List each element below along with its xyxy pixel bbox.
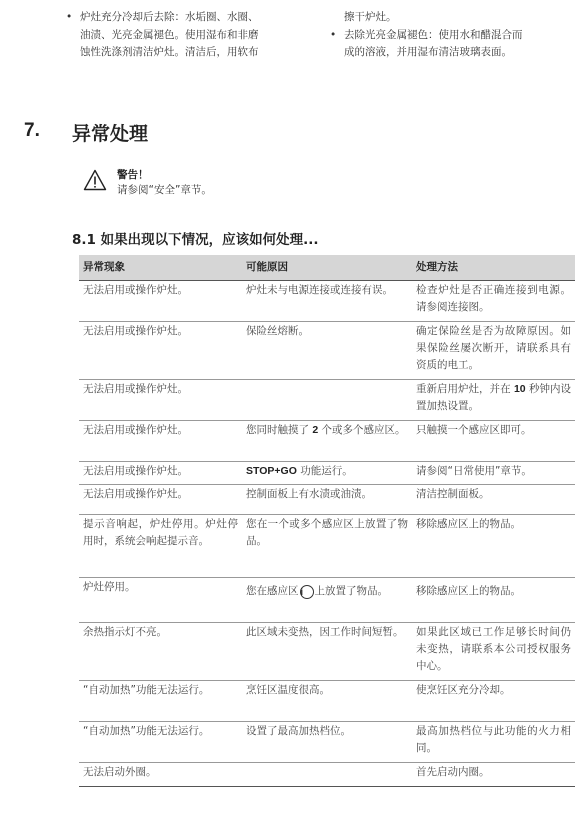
- cell-solution: 如果此区域已工作足够长时间仍未变热，请联系本公司授权服务中心。: [412, 623, 575, 681]
- subsection-title: 8.1 如果出现以下情况，应该如何处理...: [72, 232, 319, 248]
- warning-triangle-icon: [83, 169, 107, 191]
- cell-solution: 只触摸一个感应区即可。: [412, 421, 575, 462]
- cell-symptom: 提示音响起，炉灶停用。炉灶停用时，系统会响起提示音。: [79, 515, 242, 578]
- table-header-row: [79, 255, 575, 281]
- cell-symptom: 无法启动外圈。: [79, 763, 242, 787]
- column-header-symptom: 异常现象: [79, 255, 242, 281]
- warning-text: 请参阅“安全”章节。: [117, 184, 212, 196]
- cell-symptom: “自动加热”功能无法运行。: [79, 722, 242, 763]
- bullet-icon: •: [66, 11, 73, 23]
- table-row: [79, 623, 575, 681]
- cell-solution: 检查炉灶是否正确连接到电源。请参阅连接图。: [412, 281, 575, 322]
- cell-cause: 您同时触摸了 2 个或多个感应区。: [242, 421, 412, 462]
- column-header-cause: 可能原因: [242, 255, 412, 281]
- cell-symptom: “自动加热”功能无法运行。: [79, 681, 242, 722]
- cell-solution: 重新启用炉灶，并在 10 秒钟内设置加热设置。: [412, 380, 575, 421]
- cell-cause: [242, 380, 412, 421]
- cooking-zone-indicator-icon: i: [300, 585, 314, 599]
- table-row: [79, 421, 575, 462]
- table-row: [79, 281, 575, 322]
- warning-title: 警告！: [117, 169, 149, 181]
- cell-symptom: 无法启用或操作炉灶。: [79, 421, 242, 462]
- cell-solution: 最高加热档位与此功能的火力相同。: [412, 722, 575, 763]
- cell-cause: 您在感应区 i 上放置了物品。: [242, 578, 412, 623]
- section-title: 异常处理: [72, 123, 149, 145]
- cell-symptom: 无法启用或操作炉灶。: [79, 485, 242, 515]
- list-item: • 炉灶充分冷却后去除：水垢圈、水圈、 油渍、光亮金属褪色。使用湿布和非磨 蚀性洗涤剂清洁炉灶。清洁后，用软布: [66, 11, 259, 58]
- cell-cause: 控制面板上有水渍或油渍。: [242, 485, 412, 515]
- cell-solution: 移除感应区上的物品。: [412, 578, 575, 623]
- bullet-icon: •: [330, 28, 337, 41]
- left-column-text: [64, 9, 322, 62]
- cell-symptom: 无法启用或操作炉灶。: [79, 380, 242, 421]
- section-number: 7.: [24, 120, 40, 141]
- cell-symptom: 炉灶停用。: [79, 578, 242, 623]
- cell-cause: [242, 763, 412, 787]
- troubleshooting-table: [79, 255, 575, 787]
- cell-solution: 确定保险丝是否为故障原因。如果保险丝屡次断开，请联系具有资质的电工。: [412, 322, 575, 380]
- table-row: [79, 380, 575, 421]
- cell-cause: 您在一个或多个感应区上放置了物品。: [242, 515, 412, 578]
- column-header-solution: 处理方法: [412, 255, 575, 281]
- cell-symptom: 余热指示灯不亮。: [79, 623, 242, 681]
- cell-symptom: 无法启用或操作炉灶。: [79, 462, 242, 485]
- cell-cause: 炉灶未与电源连接或连接有误。: [242, 281, 412, 322]
- cell-cause: STOP+GO 功能运行。: [242, 462, 412, 485]
- cell-cause: 此区域未变热，因工作时间短暂。: [242, 623, 412, 681]
- cell-symptom: 无法启用或操作炉灶。: [79, 281, 242, 322]
- cell-solution: 移除感应区上的物品。: [412, 515, 575, 578]
- table-row: [79, 681, 575, 722]
- cell-solution: 请参阅“日常使用”章节。: [412, 462, 575, 485]
- table-row: [79, 485, 575, 515]
- table-row: [79, 322, 575, 380]
- table-row: [79, 462, 575, 485]
- right-column-text: 擦干炉灶。 • 去除光亮金属褪色：使用水和醋混合而 成的溶液，并用湿布清洁玻璃表面。: [328, 9, 578, 62]
- cell-cause: 保险丝熔断。: [242, 322, 412, 380]
- cell-cause: 烹饪区温度很高。: [242, 681, 412, 722]
- table-row: [79, 515, 575, 578]
- table-row: [79, 578, 575, 623]
- cell-solution: 首先启动内圈。: [412, 763, 575, 787]
- table-row: [79, 763, 575, 787]
- list-item: • 去除光亮金属褪色：使用水和醋混合而 成的溶液，并用湿布清洁玻璃表面。: [330, 28, 523, 58]
- cell-solution: 使烹饪区充分冷却。: [412, 681, 575, 722]
- table-row: [79, 722, 575, 763]
- cell-symptom: 无法启用或操作炉灶。: [79, 322, 242, 380]
- cell-solution: 清洁控制面板。: [412, 485, 575, 515]
- cell-cause: 设置了最高加热档位。: [242, 722, 412, 763]
